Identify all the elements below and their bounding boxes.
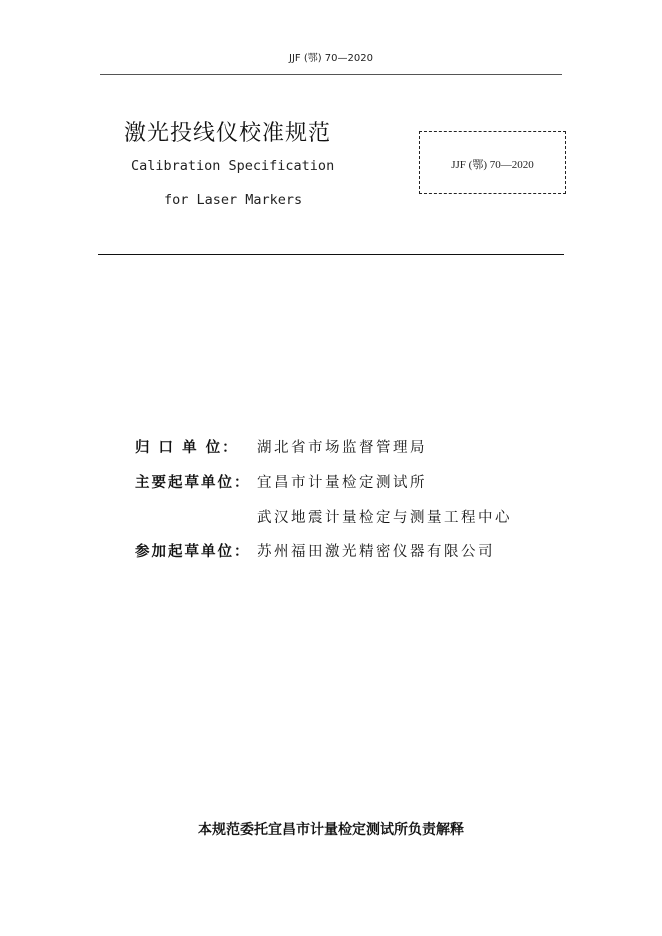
header-divider [100,74,562,75]
specification-code: JJF (鄂) 70—2020 [451,159,534,171]
participant-label: 参加起草单位： [135,544,251,560]
document-title-english-line1: Calibration Specification [131,158,335,174]
participant-row [135,540,495,561]
document-title-english-line2: for Laser Markers [164,192,303,208]
title-divider [98,254,564,255]
owner-unit-row [135,436,427,457]
owner-unit-value: 湖北省市场监督管理局 [257,440,427,456]
main-drafter-label: 主要起草单位： [135,475,251,491]
interpretation-note: 本规范委托宜昌市计量检定测试所负责解释 [198,822,464,838]
main-drafter-row-2 [135,506,512,527]
main-drafter-row [135,471,427,492]
main-drafter-value-1: 宜昌市计量检定测试所 [257,475,427,491]
participant-value: 苏州福田激光精密仪器有限公司 [257,544,495,560]
owner-unit-label: 归 口 单 位： [135,440,239,456]
page-header-code: JJF (鄂) 70—2020 [289,53,373,64]
specification-code-box [419,131,566,194]
main-drafter-value-2: 武汉地震计量检定与测量工程中心 [257,510,512,526]
document-title-chinese: 激光投线仪校准规范 [124,121,332,146]
